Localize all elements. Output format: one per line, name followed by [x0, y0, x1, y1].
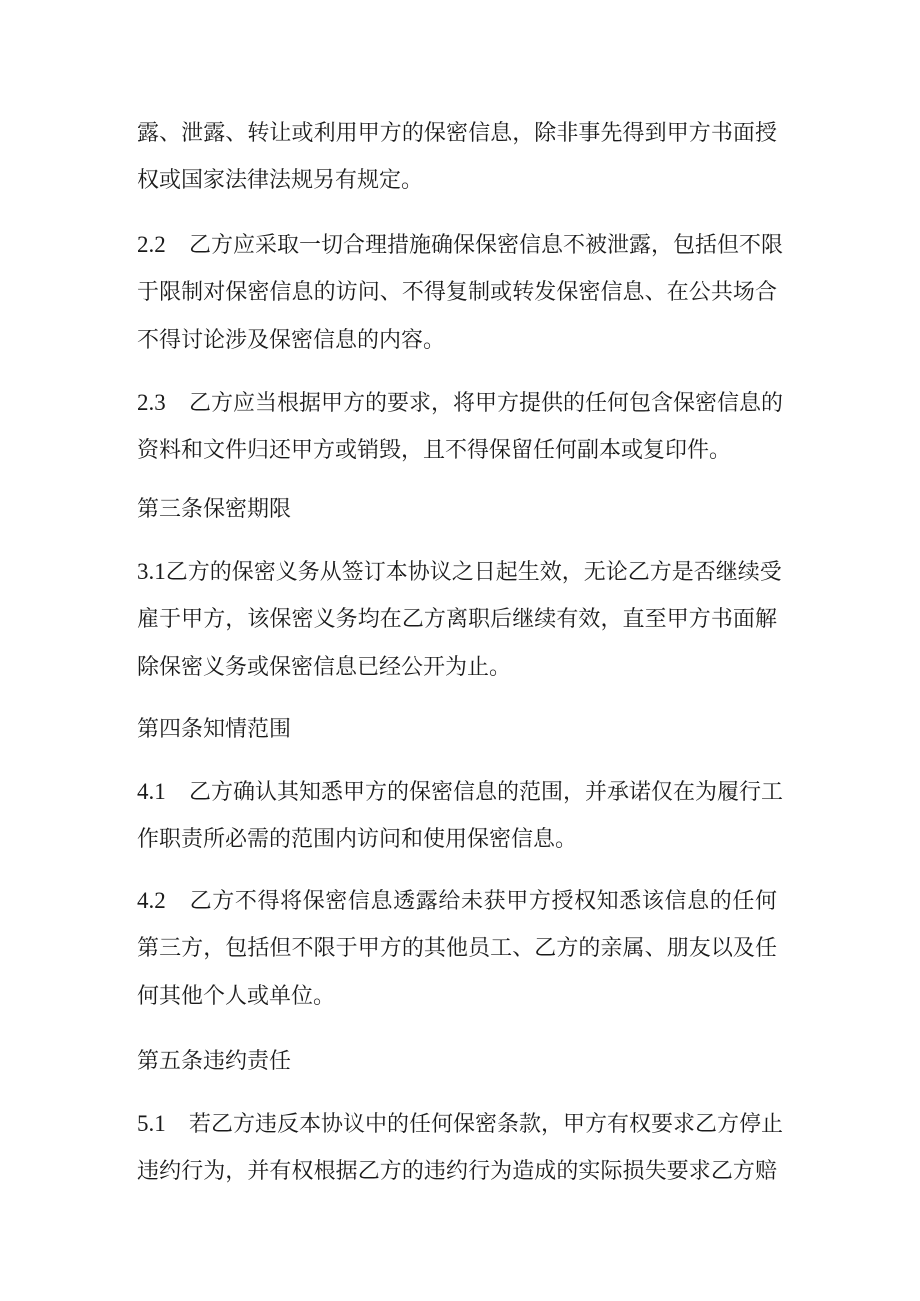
text-line	[137, 980, 777, 1014]
text-line	[137, 1155, 777, 1189]
line-text: 权或国家法律法规另有规定。	[137, 168, 424, 193]
clause-number: 2.2	[137, 232, 166, 257]
line-text: 雇于甲方，该保密义务均在乙方离职后继续有效，直至甲方书面解	[137, 607, 777, 632]
line-text: 资料和文件归还甲方或销毁，且不得保留任何副本或复印件。	[137, 438, 732, 463]
clause-4-2	[137, 884, 777, 918]
clause-number: 4.2	[137, 888, 166, 913]
text-line	[137, 603, 777, 637]
line-text: 违约行为，并有权根据乙方的违约行为造成的实际损失要求乙方赔	[137, 1159, 777, 1184]
heading-text: 第三条保密期限	[137, 497, 292, 522]
line-text: 露、泄露、转让或利用甲方的保密信息，除非事先得到甲方书面授	[137, 121, 777, 146]
line-text: 于限制对保密信息的访问、不得复制或转发保密信息、在公共场合	[137, 280, 777, 305]
line-text: 何其他个人或单位。	[137, 984, 336, 1009]
heading-text: 第四条知情范围	[137, 717, 292, 742]
clause-number: 5.1	[137, 1111, 166, 1136]
text-line	[137, 651, 777, 685]
clause-3-1	[137, 555, 782, 589]
article-5-heading	[137, 1045, 777, 1079]
text-line	[137, 117, 777, 151]
text-line	[137, 324, 777, 358]
line-text: 乙方确认其知悉甲方的保密信息的范围，并承诺仅在为履行工	[189, 780, 784, 805]
line-text: 不得讨论涉及保密信息的内容。	[137, 328, 446, 353]
line-text: 乙方应采取一切合理措施确保保密信息不被泄露，包括但不限	[189, 233, 784, 258]
clause-2-3	[137, 386, 784, 420]
text-line	[137, 276, 777, 310]
heading-text: 第五条违约责任	[137, 1049, 292, 1074]
line-text: 除保密义务或保密信息已经公开为止。	[137, 655, 512, 680]
text-line	[137, 823, 777, 857]
line-text: 乙方不得将保密信息透露给未获甲方授权知悉该信息的任何	[189, 889, 777, 914]
clause-number: 2.3	[137, 390, 166, 415]
line-text: 第三方，包括但不限于甲方的其他员工、乙方的亲属、朋友以及任	[137, 936, 777, 961]
clause-number: 4.1	[137, 779, 166, 804]
line-text: 作职责所必需的范围内访问和使用保密信息。	[137, 827, 578, 852]
text-line	[137, 434, 777, 468]
clause-4-1	[137, 775, 784, 809]
line-text: 若乙方违反本协议中的任何保密条款，甲方有权要求乙方停止	[189, 1112, 784, 1137]
text-line	[137, 932, 777, 966]
article-4-heading	[137, 713, 777, 747]
clause-number: 3.1	[137, 559, 166, 584]
line-text: 乙方应当根据甲方的要求，将甲方提供的任何包含保密信息的	[189, 391, 784, 416]
article-3-heading	[137, 493, 777, 527]
clause-2-2	[137, 228, 784, 262]
clause-5-1	[137, 1107, 784, 1141]
line-text: 乙方的保密义务从签订本协议之日起生效，无论乙方是否继续受	[165, 560, 782, 585]
text-line	[137, 164, 777, 198]
